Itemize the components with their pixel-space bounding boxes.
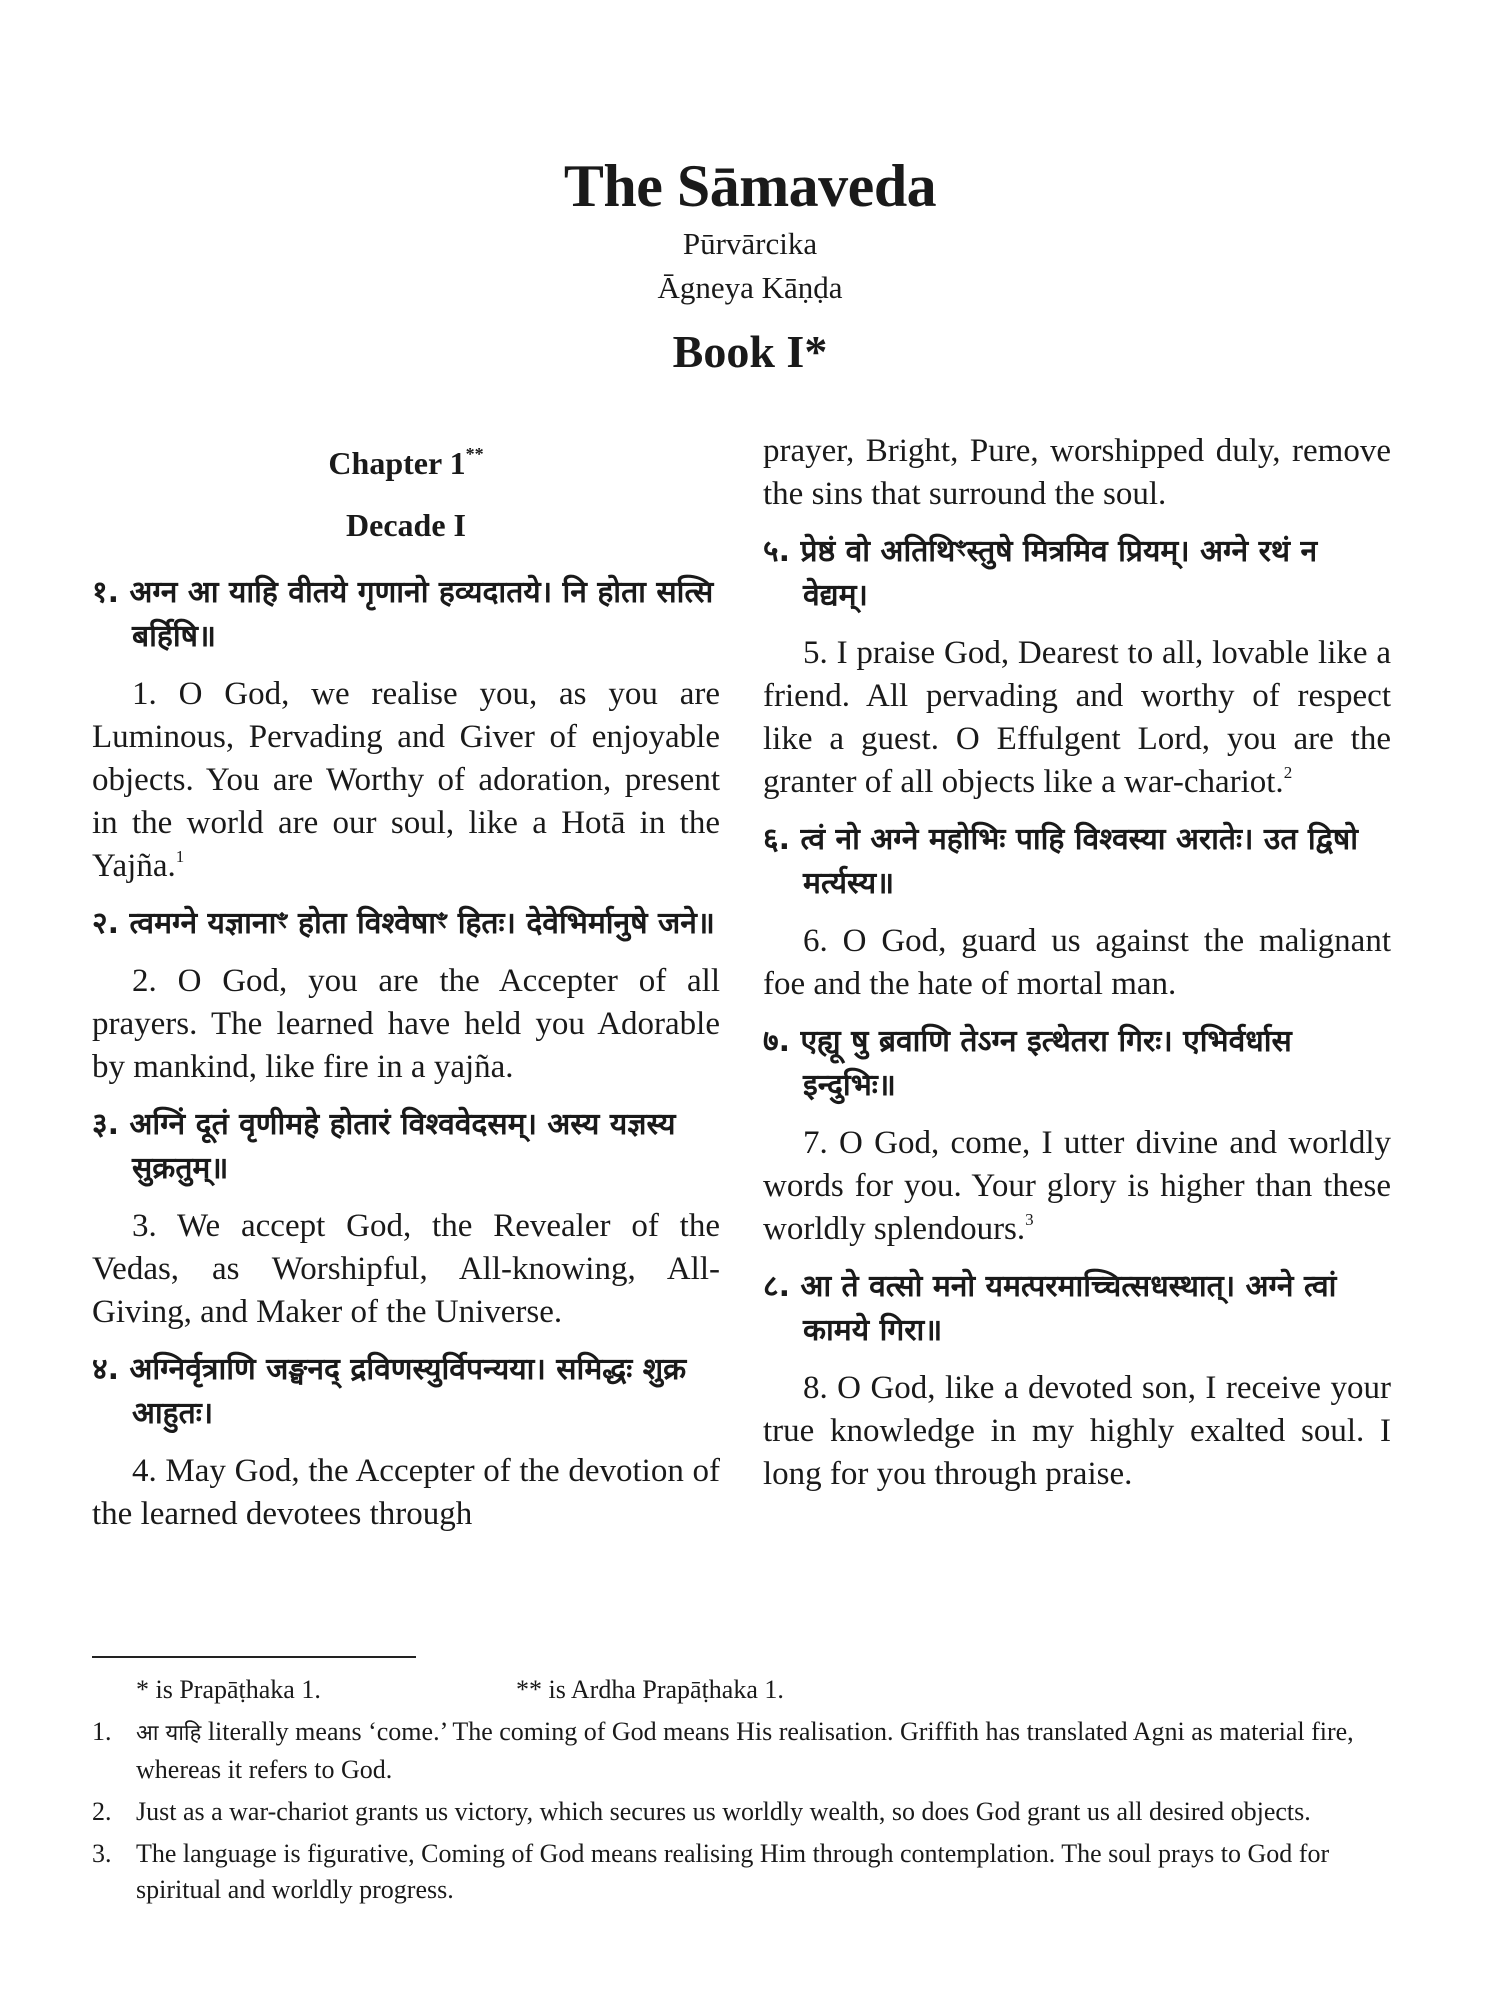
verse-4-translation: 4. May God, the Accepter of the devotion of the learned devotees through (92, 1453, 720, 1532)
footnote-ref-2: 2 (1283, 763, 1293, 782)
footnote-2-text: Just as a war-chariot grants us victory, which secures us worldly wealth, so does God grant us all desired objects. (136, 1797, 1311, 1826)
footnote-3-text: The language is figurative, Coming of God means realising Him through contemplation. The soul prays to God for spiritual and worldly progress. (136, 1839, 1330, 1904)
page-title: The Sāmaveda (563, 153, 937, 219)
verse-3-translation: 3. We accept God, the Revealer of the Vedas, as Worshipful, All-knowing, All-Giving, and Maker of the Universe. (92, 1208, 720, 1330)
verse-4-translation-continued: prayer, Bright, Pure, worshipped duly, remove the sins that surround the soul. (763, 433, 1391, 512)
verse-3-sanskrit: ३. अग्निं दूतं वृणीमहे होतारं विश्ववेदसम्। अस्य यज्ञस्य सुक्रतुम्॥ (92, 1107, 676, 1186)
verse-5-translation (763, 632, 1391, 804)
footnote-divider (92, 1656, 416, 1658)
footnote-2-number: 2. (92, 1797, 112, 1826)
footnote-ref-3: 3 (1025, 1210, 1034, 1229)
subtitle-purvarcika: Pūrvārcika (682, 226, 818, 261)
footnote-1-devanagari: आ याहि (136, 1721, 202, 1746)
footnote-star-row (92, 1672, 1402, 1708)
footnote-star-2: ** is Ardha Prapāṭhaka 1. (516, 1675, 784, 1704)
decade-heading: Decade I (346, 507, 466, 543)
chapter-footnote-mark: ** (465, 444, 484, 464)
chapter-label: Chapter 1 (328, 445, 466, 481)
verse-7-translation (763, 1122, 1391, 1251)
footnote-3 (92, 1836, 1402, 1908)
verse-4-sanskrit: ४. अग्निर्वृत्राणि जङ्घनद् द्रविणस्युर्विपन्यया। समिद्धः शुक्र आहुतः। (92, 1352, 687, 1431)
verse-1-translation (92, 673, 720, 888)
footnote-1-body (136, 1714, 1402, 1788)
page-header (0, 150, 1500, 380)
verse-8-sanskrit: ८. आ ते वत्सो मनो यमत्परमाच्चित्सधस्थात्। अग्ने त्वां कामये गिरा॥ (763, 1269, 1337, 1348)
verse-7-sanskrit: ७. एह्यू षु ब्रवाणि तेऽग्न इत्थेतरा गिरः। एभिर्वर्धास इन्दुभिः॥ (763, 1024, 1292, 1103)
verse-1-sanskrit: १. अग्न आ याहि वीतये गृणानो हव्यदातये। नि होता सत्सि बर्हिषि॥ (92, 575, 714, 654)
chapter-heading (92, 434, 720, 483)
verse-7-text: 7. O God, come, I utter divine and worldly words for you. Your glory is higher than these worldly splendours. (763, 1125, 1391, 1247)
footnote-2 (92, 1794, 1402, 1830)
footnotes (92, 1672, 1402, 1914)
verse-2-sanskrit: २. त्वमग्ने यज्ञानाꣳ होता विश्वेषाꣳ हितः। देवेभिर्मानुषे जने॥ (92, 906, 715, 941)
verse-5-sanskrit: ५. प्रेष्ठं वो अतिथिꣳस्तुषे मित्रमिव प्रियम्। अग्ने रथं न वेद्यम्। (763, 534, 1318, 613)
verse-2-translation: 2. O God, you are the Accepter of all prayers. The learned have held you Adorable by mankind, like fire in a yajña. (92, 963, 720, 1085)
footnote-star-1: * is Prapāṭhaka 1. (136, 1675, 321, 1704)
verse-8-translation: 8. O God, like a devoted son, I receive your true knowledge in my highly exalted soul. I long for you through praise. (763, 1370, 1391, 1492)
footnote-ref-1: 1 (175, 847, 185, 866)
footnote-1-number: 1. (92, 1717, 112, 1746)
footnote-1 (92, 1714, 1402, 1788)
verse-6-sanskrit: ६. त्वं नो अग्ने महोभिः पाहि विश्वस्या अरातेः। उत द्विषो मर्त्यस्य॥ (763, 822, 1358, 901)
book-heading: Book I* (672, 326, 828, 377)
subtitle-agneya-kanda: Āgneya Kāṇḍa (657, 270, 843, 305)
footnote-3-number: 3. (92, 1839, 112, 1868)
verse-1-text: 1. O God, we realise you, as you are Luminous, Pervading and Giver of enjoyable objects. You are Worthy of adoration, present in the world are our soul, like a Hotā in the Yajña. (92, 676, 720, 884)
right-column (763, 430, 1391, 1510)
footnote-1-text: literally means ‘come.’ The coming of God means His realisation. Griffith has translated Agni as material fire, whereas it refers to God. (136, 1717, 1354, 1784)
verse-5-text: 5. I praise God, Dearest to all, lovable like a friend. All pervading and worthy of respect like a guest. O Effulgent Lord, you are the granter of all objects like a war-chariot. (763, 635, 1391, 800)
verse-6-translation: 6. O God, guard us against the malignant foe and the hate of mortal man. (763, 923, 1391, 1002)
left-column (92, 430, 720, 1550)
